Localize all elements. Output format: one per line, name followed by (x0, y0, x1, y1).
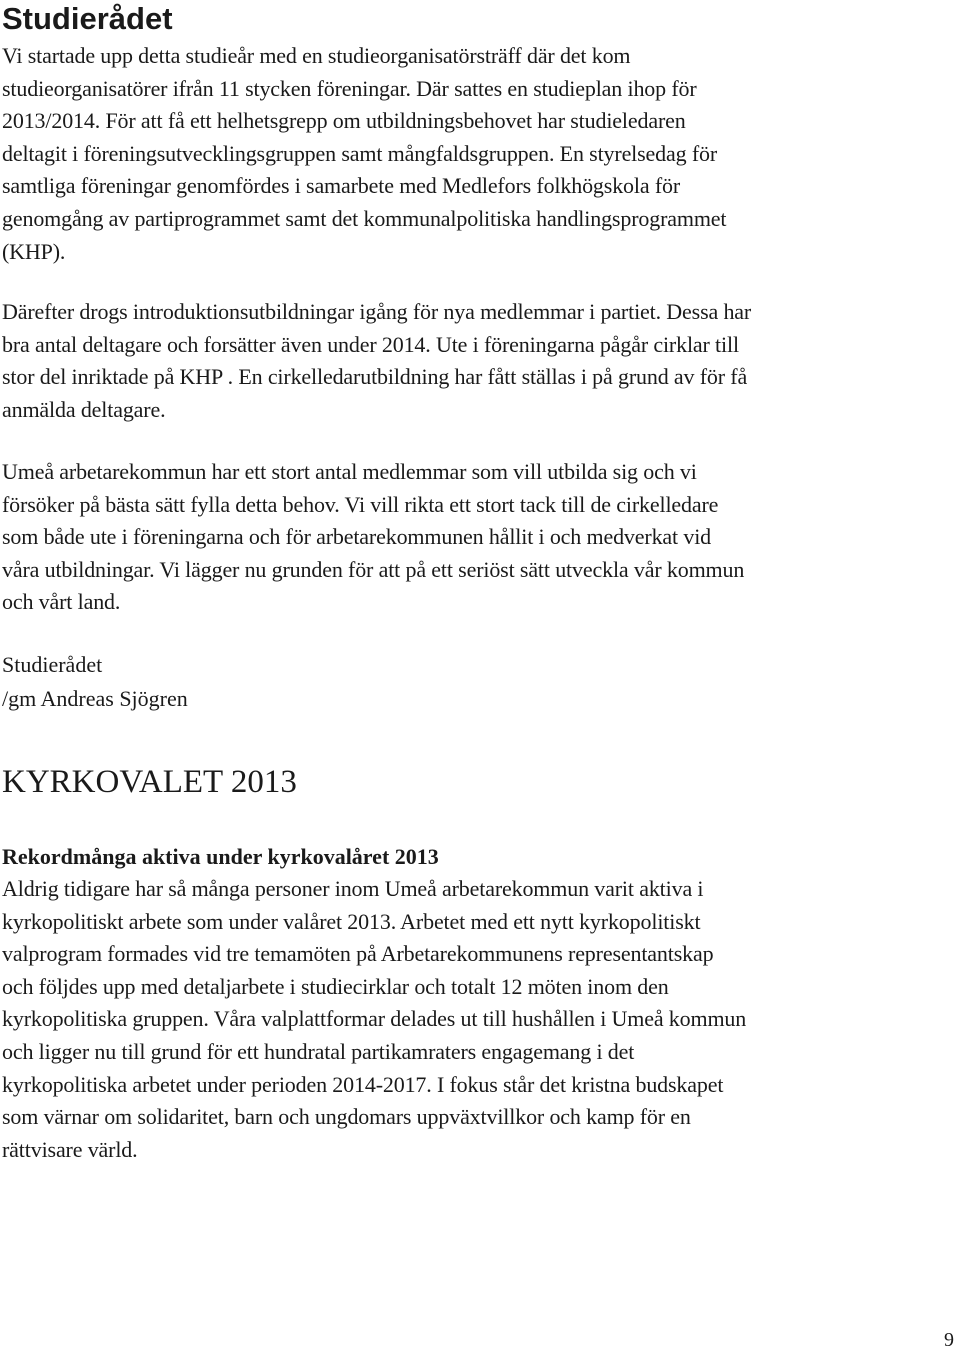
paragraph-introduction-courses (2, 296, 956, 426)
text-line: som värnar om solidaritet, barn och ungdomars uppväxtvillkor och kamp för en (2, 1104, 691, 1130)
text-line: och följdes upp med detaljarbete i studiecirklar och totalt 12 möten inom den (2, 973, 669, 999)
text-line: kyrkopolitiska arbetet under perioden 2014-2017. I fokus står det kristna budskapet (2, 1071, 724, 1097)
text-line: och vårt land. (2, 589, 121, 615)
subheading-record-activity: Rekordmånga aktiva under kyrkovalåret 2013 (2, 844, 439, 869)
text-line: valprogram formades vid tre temamöten på Arbetarekommunens representantskap (2, 941, 714, 967)
text-line: deltagit i föreningsutvecklingsgruppen samt mångfaldsgruppen. En styrelsedag för (2, 140, 718, 166)
text-line: kyrkopolitiskt arbete som under valåret 2013. Arbetet med ett nytt kyrkopolitiskt (2, 908, 701, 934)
text-line: kyrkopolitiska gruppen. Våra valplattformar delades ut till hushållen i Umeå kommun (2, 1006, 747, 1032)
page-number: 9 (944, 1329, 954, 1351)
text-line: Vi startade upp detta studieår med en studieorganisatörsträff där det kom (2, 43, 631, 68)
text-line: och ligger nu till grund för ett hundratal partikamraters engagemang i det (2, 1038, 635, 1064)
text-line: 2013/2014. För att få ett helhetsgrepp om utbildningsbehovet har studieledaren (2, 108, 686, 134)
text-line: våra utbildningar. Vi lägger nu grunden för att på ett seriöst sätt utveckla vår kommun (2, 556, 745, 582)
text-line: stor del inriktade på KHP . En cirkelledarutbildning har fått ställas i på grund av för få (2, 364, 748, 390)
paragraph-study-year (2, 40, 956, 268)
signature-name: /gm Andreas Sjögren (2, 686, 188, 711)
text-line: genomgång av partiprogrammet samt det kommunalpolitiska handlingsprogrammet (2, 205, 727, 231)
section-heading-studieradet: Studierådet (2, 1, 173, 36)
text-line: Därefter drogs introduktionsutbildningar igång för nya medlemmar i partiet. Dessa har (2, 299, 752, 324)
text-line: som både ute i föreningarna och för arbetarekommunen hållit i och medverkat vid (2, 524, 712, 550)
text-line: samtliga föreningar genomfördes i samarbete med Medlefors folkhögskola för (2, 173, 681, 199)
section-heading-kyrkovalet: KYRKOVALET 2013 (2, 764, 297, 800)
text-line: anmälda deltagare. (2, 396, 166, 422)
text-line: Umeå arbetarekommun har ett stort antal medlemmar som vill utbilda sig och vi (2, 459, 697, 484)
paragraph-thanks (2, 456, 956, 619)
text-line: studieorganisatörer ifrån 11 stycken föreningar. Där sattes en studieplan ihop för (2, 75, 697, 101)
paragraph-church-election (2, 873, 956, 1166)
signature-organization: Studierådet (2, 652, 103, 677)
text-line: bra antal deltagare och forsätter även under 2014. Ute i föreningarna pågår cirklar till (2, 331, 739, 357)
text-line: rättvisare värld. (2, 1136, 138, 1162)
text-line: (KHP). (2, 238, 66, 264)
text-line: Aldrig tidigare har så många personer inom Umeå arbetarekommun varit aktiva i (2, 876, 704, 901)
text-line: försöker på bästa sätt fylla detta behov. Vi vill rikta ett stort tack till de cirkelledare (2, 491, 719, 517)
